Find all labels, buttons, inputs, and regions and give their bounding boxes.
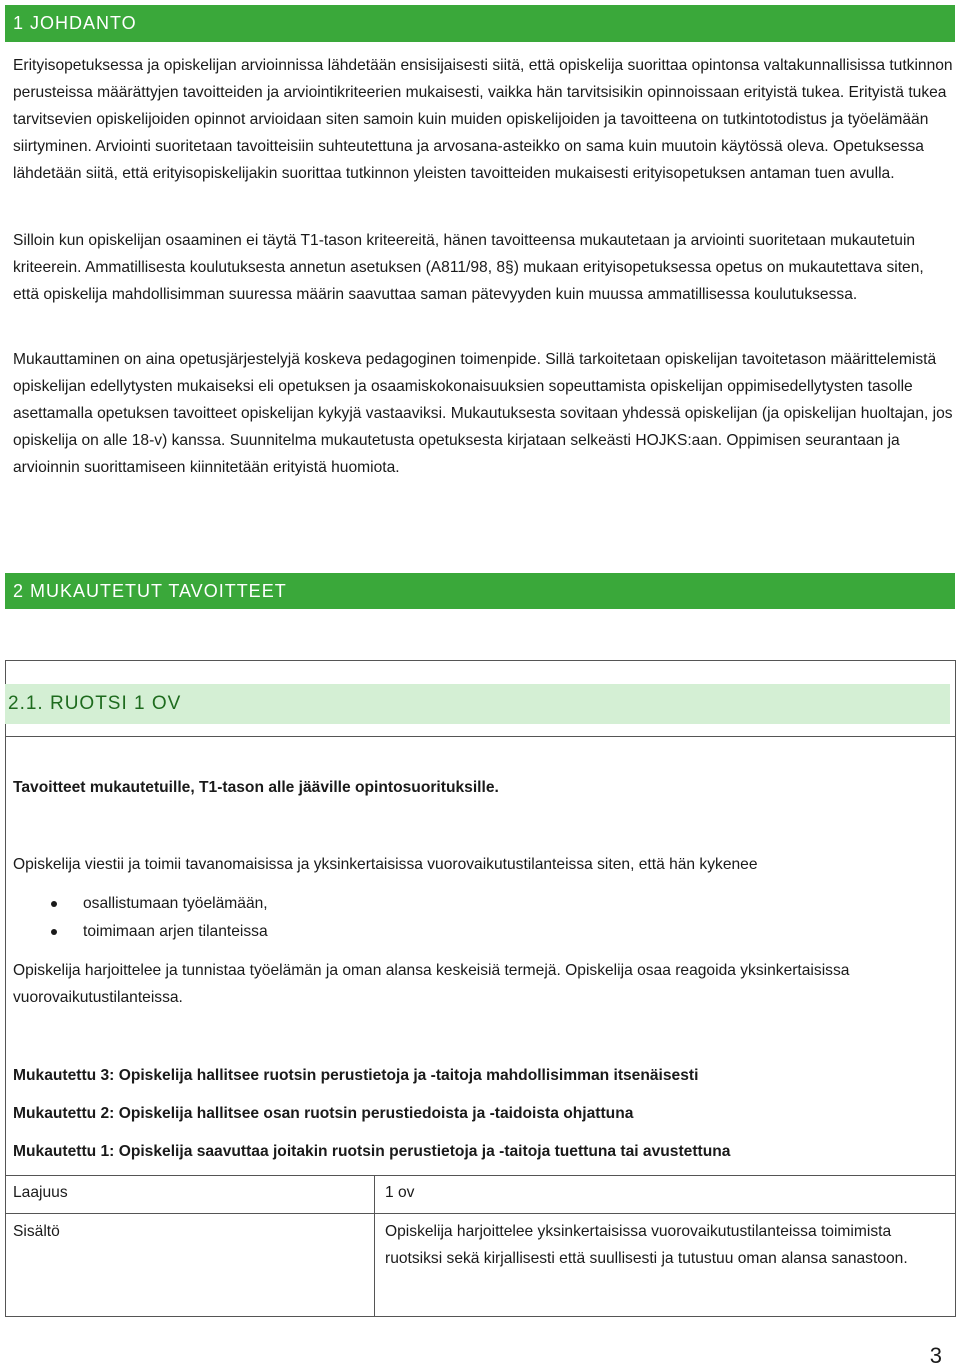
intro-paragraph-1: Erityisopetuksessa ja opiskelijan arvioinnissa lähdetään ensisijaisesti siitä, että opiskelija suorittaa opintonsa valtakunnallisissa tutkinnon perusteissa määrättyjen tavoitteiden ja arviointikriteerien mukaisesti, vaikka hän tarvitsisikin opinnoissaan erityistä tukea. Erityistä tukea tarvitsevien opiskelijoiden opinnot arvioidaan siten samoin kuin muiden opiskelijoiden ja tavoitteena on tutkintotodistus ja työelämään siirtyminen. Arviointi suoritetaan tavoitteisiin suhteutettuna ja arvosana-asteikko on sama kuin muutoin käytössä oleva. Opetuksessa lähdetään siitä, että erityisopiskelijakin suorittaa tutkinnon yleisten tavoitteiden mukaisesti erityisopetuksen antaman tuen avulla. (13, 57, 953, 182)
table-top-border (5, 1175, 956, 1176)
section-heading-goals (5, 573, 955, 609)
divider (5, 736, 956, 737)
page-number: 3 (929, 1343, 942, 1368)
scope-label: Laajuus (13, 1184, 68, 1201)
scope-value: 1 ov (385, 1184, 415, 1201)
practice-text: Opiskelija harjoittelee ja tunnistaa työelämän ja oman alansa keskeisiä termejä. Opiskelija osaa reagoida yksinkertaisissa vuorovaikutustilanteissa. (13, 962, 850, 1006)
section-heading-goals-text: 2 MUKAUTETUT TAVOITTEET (13, 580, 287, 601)
level-2-text: Mukautettu 2: Opiskelija hallitsee osan ruotsin perustiedoista ja -taidoista ohjattuna (13, 1105, 634, 1122)
section-heading-intro-text: 1 JOHDANTO (13, 13, 137, 33)
content-value: Opiskelija harjoittelee yksinkertaisissa vuorovaikutustilanteissa toimimista ruotsiksi sekä kirjallisesti että suullisesti ja tutustuu oman alansa sanastoon. (385, 1223, 908, 1267)
table-row-divider (5, 1213, 956, 1214)
level-1-text: Mukautettu 1: Opiskelija saavuttaa joitakin ruotsin perustietoja ja -taitoja tuettuna tai avustettuna (13, 1143, 731, 1160)
goals-title: Tavoitteet mukautetuille, T1-tason alle jääville opintosuorituksille. (13, 779, 499, 796)
course-heading (5, 684, 950, 724)
bullet-item-1: osallistumaan työelämään, (83, 895, 268, 912)
table-column-divider (374, 1175, 375, 1317)
content-label: Sisältö (13, 1223, 60, 1240)
intro-paragraph-2: Silloin kun opiskelijan osaaminen ei täytä T1-tason kriteereitä, hänen tavoitteensa mukautetaan ja arviointi suoritetaan mukautetuin kriteerein. Ammatillisesta koulutuksesta annetun asetuksen (A811/98, 8§) mukaan erityisopetuksessa opetus on mukautettava siten, että opiskelija mahdollisimman suuressa määrin saavuttaa saman pätevyyden kuin muussa ammatillisessa koulutuksessa. (13, 232, 924, 303)
section-heading-intro (5, 5, 955, 42)
course-intro-line: Opiskelija viestii ja toimii tavanomaisissa ja yksinkertaisissa vuorovaikutustilanteissa siten, että hän kykenee (13, 856, 758, 873)
level-3-text: Mukautettu 3: Opiskelija hallitsee ruotsin perustietoja ja -taitoja mahdollisimman itsenäisesti (13, 1067, 699, 1084)
bullet-item-2: toimimaan arjen tilanteissa (83, 923, 268, 940)
course-heading-text: 2.1. RUOTSI 1 OV (8, 693, 182, 714)
intro-paragraph-3: Mukauttaminen on aina opetusjärjestelyjä koskeva pedagoginen toimenpide. Sillä tarkoitetaan opiskelijan tavoitetason määrittelemistä opiskelijan edellytysten mukaiseksi eli opetuksen ja osaamiskokonaisuuksien sopeuttamista opiskelijan oppimisedellytysten tasolle asettamalla opetuksen tavoitteet opiskelijan kykyjä vastaaviksi. Mukautuksesta sovitaan yhdessä opiskelijan (ja opiskelijan huoltajan, jos opiskelija on alle 18-v) kanssa. Suunnitelma mukautetusta opetuksesta kirjataan selkeästi HOJKS:aan. Oppimisen seurantaan ja arvioinnin suorittamiseen kiinnitetään erityistä huomiota. (13, 351, 953, 476)
bullet-dot (51, 929, 57, 935)
bullet-dot (51, 901, 57, 907)
